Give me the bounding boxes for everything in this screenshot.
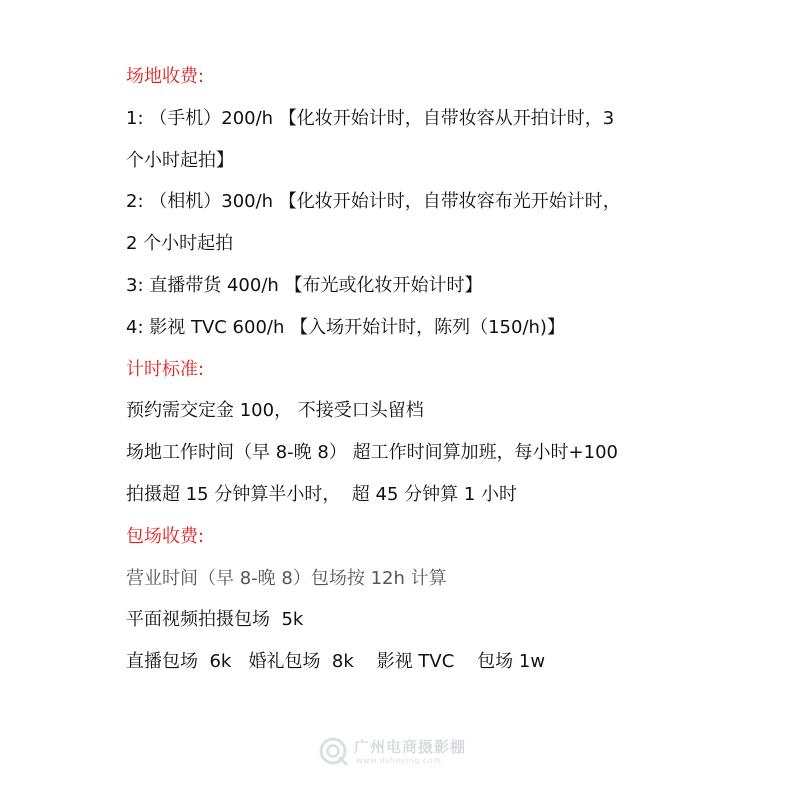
venue-fee-line-1-cont: 个小时起拍】	[126, 149, 234, 171]
timing-line-hours: 场地工作时间（早 8-晚 8） 超工作时间算加班，每小时+100	[126, 442, 619, 464]
package-line-live-wedding-tvc: 直播包场 6k 婚礼包场 8k 影视 TVC 包场 1w	[126, 651, 546, 673]
camera-lens-logo-icon	[318, 736, 348, 766]
venue-fee-line-2: 2: （相机）300/h 【化妆开始计时，自带妆容布光开始计时，	[126, 191, 621, 213]
venue-fee-line-2-cont: 2 个小时起拍	[126, 233, 234, 255]
venue-fee-line-4: 4: 影视 TVC 600/h 【入场开始计时，陈列（150/h)】	[126, 316, 565, 338]
venue-fee-line-3: 3: 直播带货 400/h 【布光或化妆开始计时】	[126, 274, 483, 296]
timing-line-deposit: 预约需交定金 100， 不接受口头留档	[126, 400, 424, 422]
timing-line-overtime: 拍摄超 15 分钟算半小时， 超 45 分钟算 1 小时	[126, 483, 518, 505]
venue-fee-line-1: 1: （手机）200/h 【化妆开始计时，自带妆容从开拍计时，3	[126, 107, 615, 129]
venue-fees-heading: 场地收费:	[126, 66, 205, 87]
package-heading: 包场收费:	[126, 525, 205, 547]
package-line-hours: 营业时间（早 8-晚 8）包场按 12h 计算	[126, 567, 447, 589]
timing-heading: 计时标准:	[126, 358, 205, 380]
pricing-document	[126, 56, 726, 683]
watermark-name: 广州电商摄影棚	[354, 738, 467, 756]
watermark	[318, 734, 488, 770]
package-line-photo-video: 平面视频拍摄包场 5k	[126, 609, 304, 631]
watermark-url: www.dsheying.com	[356, 756, 442, 765]
